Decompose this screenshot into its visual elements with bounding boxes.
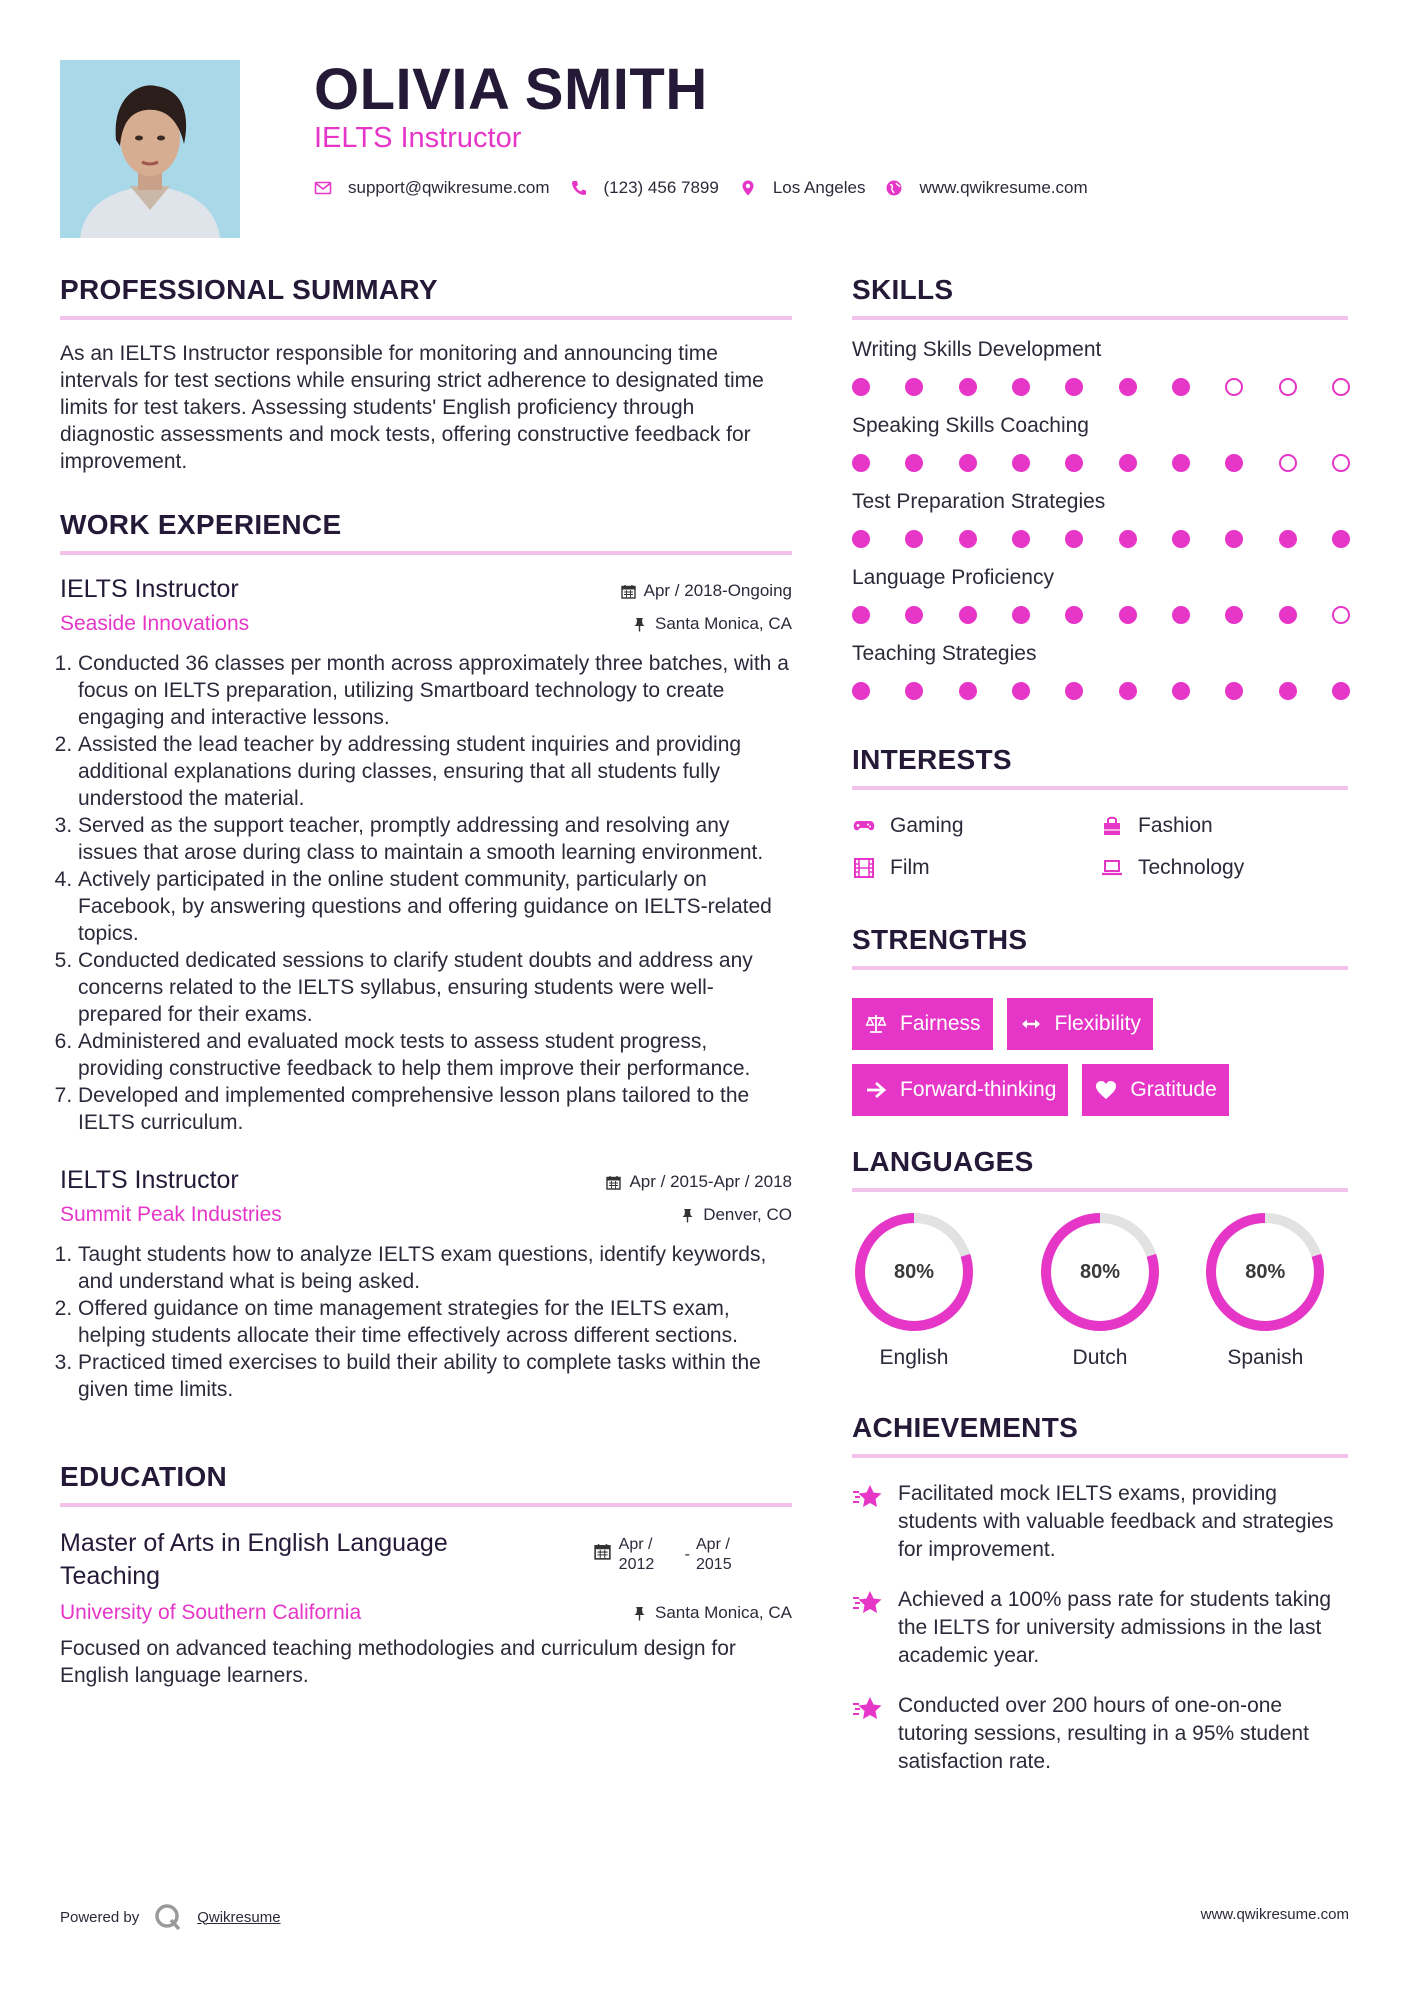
interest-label: Technology	[1138, 856, 1245, 879]
section-heading-skills: SKILLS	[852, 274, 1348, 320]
rating-dot-filled	[1225, 606, 1243, 624]
phone-icon	[570, 179, 588, 197]
calendar-icon	[621, 584, 636, 599]
education-location	[632, 1603, 792, 1623]
location-text: Los Angeles	[772, 178, 866, 197]
job-bullets	[60, 1241, 792, 1403]
job-location-text: Denver, CO	[703, 1205, 792, 1224]
skill-name: Teaching Strategies	[852, 642, 1037, 665]
phone-text: (123) 456 7899	[603, 178, 719, 197]
rating-dot-filled	[905, 682, 923, 700]
list-item: 1. Conducted 36 classes per month across approximately three batches, with a focus on IELTS preparation, utilizing Smartboard technology to create engaging and interactive lessons.	[78, 650, 792, 731]
rating-dot-filled	[1012, 682, 1030, 700]
job-location	[632, 614, 792, 634]
education-dates	[594, 1535, 756, 1575]
rating-dot-filled	[1172, 530, 1190, 548]
list-item: 6. Administered and evaluated mock tests to assess student progress, providing constructive feedback to help them improve their performance.	[78, 1028, 792, 1082]
interests-grid	[852, 814, 1348, 880]
right-column	[852, 274, 1348, 1776]
rating-dot-filled	[905, 454, 923, 472]
rating-dot-filled	[959, 606, 977, 624]
rating-dot-filled	[905, 378, 923, 396]
rating-dot-filled	[1172, 454, 1190, 472]
rating-dot-filled	[1012, 606, 1030, 624]
strength-label: Forward-thinking	[900, 1078, 1057, 1101]
rating-dot-filled	[905, 606, 923, 624]
achievement-item	[852, 1692, 1348, 1776]
candidate-title: IELTS Instructor	[314, 122, 522, 154]
section-heading-achievements: ACHIEVEMENTS	[852, 1412, 1348, 1458]
rating-dot-filled	[1172, 682, 1190, 700]
language-ring	[1203, 1210, 1327, 1334]
rating-dot-filled	[1065, 682, 1083, 700]
language-ring	[1038, 1210, 1162, 1334]
school-name: University of Southern California	[60, 1601, 362, 1624]
rating-dot-filled	[1012, 378, 1030, 396]
pushpin-icon	[680, 1208, 695, 1223]
skill-rating	[852, 682, 1350, 700]
globe-icon	[885, 179, 903, 197]
rating-dot-filled	[1279, 530, 1297, 548]
skill-rating	[852, 454, 1350, 472]
interest-label: Fashion	[1138, 814, 1213, 837]
rating-dot-filled	[1065, 606, 1083, 624]
interest-item	[1100, 814, 1348, 838]
rating-dot-empty	[1279, 454, 1297, 472]
rating-dot-filled	[1119, 606, 1137, 624]
language-percent: 80%	[1079, 1260, 1120, 1283]
arrow-right-icon	[864, 1078, 888, 1102]
strength-label: Flexibility	[1054, 1012, 1141, 1035]
email-text: support@qwikresume.com	[348, 178, 550, 197]
job-dates	[606, 1172, 792, 1192]
pushpin-icon	[632, 617, 647, 632]
rating-dot-filled	[1119, 530, 1137, 548]
strength-badge	[852, 1064, 1068, 1116]
rating-dot-filled	[959, 454, 977, 472]
skills-list	[852, 338, 1348, 700]
achievement-text: Facilitated mock IELTS exams, providing students with valuable feedback and strategies for improvement.	[898, 1482, 1334, 1561]
language-percent: 80%	[1245, 1260, 1286, 1283]
rating-dot-empty	[1332, 378, 1350, 396]
rating-dot-filled	[1065, 454, 1083, 472]
powered-by-text: Powered by	[60, 1908, 140, 1926]
strengths-list	[852, 984, 1322, 1116]
rating-dot-empty	[1279, 378, 1297, 396]
balance-scale-icon	[864, 1012, 888, 1036]
company-name: Seaside Innovations	[60, 612, 250, 635]
shopping-bag-icon	[1100, 814, 1124, 838]
rating-dot-filled	[852, 606, 870, 624]
achievement-item	[852, 1586, 1348, 1670]
envelope-icon	[314, 179, 332, 197]
interest-label: Gaming	[890, 814, 964, 837]
job-dates-text: Apr / 2015-Apr / 2018	[629, 1172, 792, 1191]
left-column	[60, 274, 792, 1689]
skill-name: Language Proficiency	[852, 566, 1054, 589]
brand-link[interactable]: Qwikresume	[197, 1908, 281, 1926]
job-entry	[60, 575, 792, 1136]
laptop-icon	[1100, 856, 1124, 880]
rating-dot-empty	[1225, 378, 1243, 396]
website-text: www.qwikresume.com	[919, 178, 1088, 197]
section-heading-strengths: STRENGTHS	[852, 924, 1348, 970]
rating-dot-filled	[1332, 682, 1350, 700]
education-end: Apr / 2015	[696, 1536, 732, 1573]
rating-dot-filled	[905, 530, 923, 548]
job-title: IELTS Instructor	[60, 575, 239, 603]
rating-dot-filled	[1279, 606, 1297, 624]
list-item: 3. Served as the support teacher, promptly addressing and resolving any issues that arose during class to maintain a smooth learning environment.	[78, 812, 792, 866]
contact-row	[314, 178, 1108, 198]
skill-name: Test Preparation Strategies	[852, 490, 1106, 513]
rating-dot-filled	[1119, 454, 1137, 472]
language-name: English	[879, 1346, 949, 1369]
footer-powered-by	[60, 1902, 281, 1932]
rating-dot-filled	[1119, 682, 1137, 700]
rating-dot-filled	[1012, 454, 1030, 472]
section-heading-interests: INTERESTS	[852, 744, 1348, 790]
date-separator: -	[684, 1546, 690, 1563]
rating-dot-filled	[1172, 378, 1190, 396]
section-heading-summary: PROFESSIONAL SUMMARY	[60, 274, 792, 320]
arrows-horizontal-icon	[1019, 1012, 1043, 1036]
job-bullets	[60, 650, 792, 1136]
job-location	[680, 1205, 792, 1225]
qwikresume-logo-icon	[153, 1902, 183, 1932]
section-heading-education: EDUCATION	[60, 1461, 792, 1507]
language-ring	[852, 1210, 976, 1334]
strength-label: Fairness	[900, 1012, 981, 1035]
achievement-item	[852, 1480, 1348, 1564]
pushpin-icon	[632, 1606, 647, 1621]
list-item: 3. Practiced timed exercises to build their ability to complete tasks within the given time limits.	[78, 1349, 792, 1403]
candidate-name: OLIVIA SMITH	[314, 57, 708, 122]
section-heading-languages: LANGUAGES	[852, 1146, 1348, 1192]
rating-dot-filled	[1065, 530, 1083, 548]
strength-badge	[1007, 998, 1153, 1050]
skill-name: Speaking Skills Coaching	[852, 414, 1089, 437]
company-name: Summit Peak Industries	[60, 1203, 282, 1226]
rating-dot-filled	[1225, 530, 1243, 548]
interest-label: Film	[890, 856, 930, 879]
skill-item	[852, 566, 1348, 624]
rating-dot-filled	[1119, 378, 1137, 396]
skill-rating	[852, 530, 1350, 548]
skill-name: Writing Skills Development	[852, 338, 1102, 361]
section-heading-experience: WORK EXPERIENCE	[60, 509, 792, 555]
rating-dot-filled	[959, 378, 977, 396]
star-icon	[852, 1482, 884, 1512]
rating-dot-empty	[1332, 606, 1350, 624]
degree-title: Master of Arts in English Language Teaching	[60, 1529, 448, 1590]
skill-item	[852, 642, 1348, 700]
language-name: Spanish	[1227, 1346, 1304, 1369]
interest-item	[852, 814, 1100, 838]
contact-website[interactable]	[885, 178, 1087, 198]
language-item	[1017, 1210, 1182, 1370]
map-marker-icon	[739, 179, 757, 197]
language-percent: 80%	[893, 1260, 935, 1283]
rating-dot-filled	[1012, 530, 1030, 548]
rating-dot-filled	[852, 530, 870, 548]
languages-list	[852, 1210, 1348, 1370]
heart-icon	[1094, 1078, 1118, 1102]
interest-item	[852, 856, 1100, 880]
rating-dot-filled	[959, 682, 977, 700]
calendar-icon	[606, 1175, 621, 1190]
job-dates	[621, 581, 792, 601]
contact-location	[739, 178, 866, 198]
language-item	[852, 1210, 1017, 1370]
education-entry	[60, 1527, 792, 1593]
rating-dot-filled	[852, 454, 870, 472]
strength-badge	[852, 998, 993, 1050]
strength-badge	[1082, 1064, 1228, 1116]
rating-dot-empty	[1332, 454, 1350, 472]
language-name: Dutch	[1072, 1346, 1128, 1369]
list-item: 2. Assisted the lead teacher by addressing student inquiries and providing additional explanations during classes, ensuring that all students fully understood the material.	[78, 731, 792, 812]
skill-item	[852, 338, 1348, 396]
film-icon	[852, 856, 876, 880]
list-item: 2. Offered guidance on time management strategies for the IELTS exam, helping students allocate their time effectively across different sections.	[78, 1295, 792, 1349]
star-icon	[852, 1694, 884, 1724]
contact-phone[interactable]	[570, 178, 719, 198]
rating-dot-filled	[1332, 530, 1350, 548]
gamepad-icon	[852, 814, 876, 838]
job-dates-text: Apr / 2018-Ongoing	[643, 581, 792, 600]
rating-dot-filled	[1279, 682, 1297, 700]
rating-dot-filled	[1225, 682, 1243, 700]
interest-item	[1100, 856, 1348, 880]
rating-dot-filled	[852, 682, 870, 700]
summary-text: As an IELTS Instructor responsible for monitoring and announcing time intervals for test sections while ensuring strict adherence to designated time limits for test takers. Assessing students' English proficiency through diagnostic assessments and mock tests, offering constructive feedback for improvement.	[60, 342, 764, 473]
achievement-text: Conducted over 200 hours of one-on-one tutoring sessions, resulting in a 95% student satisfaction rate.	[898, 1694, 1309, 1773]
language-item	[1183, 1210, 1348, 1370]
list-item: 4. Actively participated in the online student community, particularly on Facebook, by answering questions and offering guidance on IELTS-related topics.	[78, 866, 792, 947]
education-location-text: Santa Monica, CA	[654, 1603, 792, 1622]
list-item: 5. Conducted dedicated sessions to clarify student doubts and address any concerns related to the IELTS syllabus, ensuring students were well-prepared for their exams.	[78, 947, 792, 1028]
contact-email[interactable]	[314, 178, 550, 198]
profile-photo	[60, 60, 240, 238]
job-entry	[60, 1166, 792, 1403]
rating-dot-filled	[1065, 378, 1083, 396]
job-location-text: Santa Monica, CA	[654, 614, 792, 633]
job-title: IELTS Instructor	[60, 1166, 239, 1194]
rating-dot-filled	[852, 378, 870, 396]
skill-rating	[852, 378, 1350, 396]
rating-dot-filled	[959, 530, 977, 548]
footer-website[interactable]: www.qwikresume.com	[1200, 1906, 1349, 1923]
education-description: Focused on advanced teaching methodologies and curriculum design for English language learners.	[60, 1637, 736, 1687]
skill-item	[852, 414, 1348, 472]
list-item: 7. Developed and implemented comprehensive lesson plans tailored to the IELTS curriculum.	[78, 1082, 792, 1136]
achievement-text: Achieved a 100% pass rate for students taking the IELTS for university admissions in the last academic year.	[898, 1588, 1332, 1667]
skill-item	[852, 490, 1348, 548]
strength-label: Gratitude	[1130, 1078, 1217, 1101]
rating-dot-filled	[1225, 454, 1243, 472]
education-start: Apr / 2012	[618, 1536, 655, 1573]
skill-rating	[852, 606, 1350, 624]
rating-dot-filled	[1172, 606, 1190, 624]
star-icon	[852, 1588, 884, 1618]
calendar-icon	[594, 1543, 611, 1560]
list-item: 1. Taught students how to analyze IELTS exam questions, identify keywords, and understand what is being asked.	[78, 1241, 792, 1295]
